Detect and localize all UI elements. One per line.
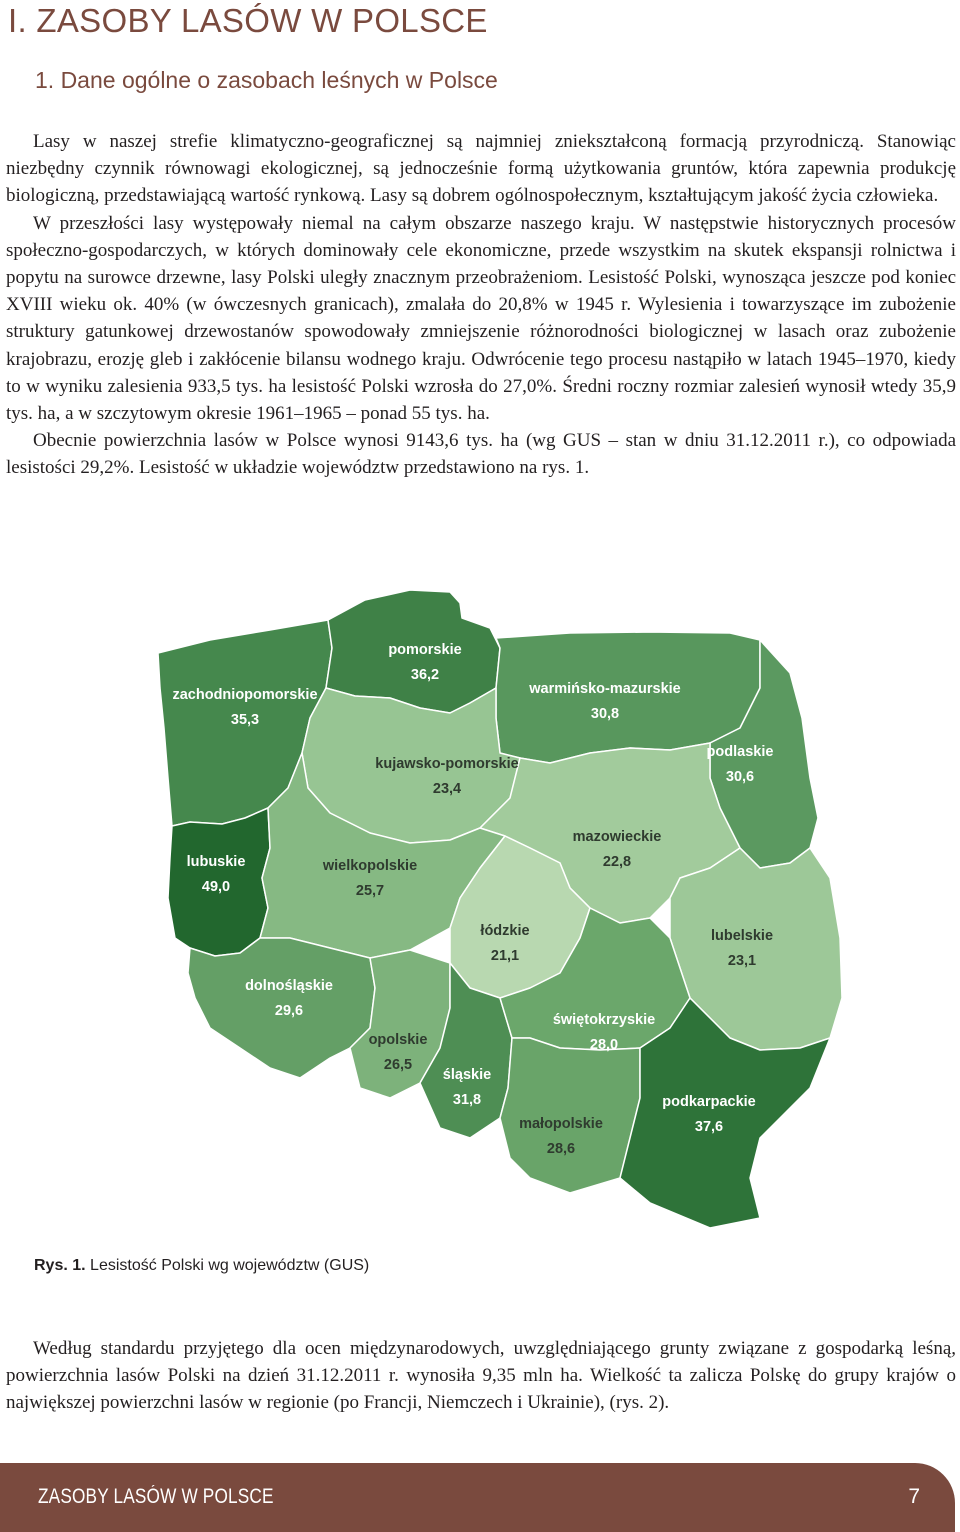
label-name: opolskie (368, 1032, 428, 1048)
paragraph-2: W przeszłości lasy występowały niemal na całym obszarze naszego kraju. W następstwie historycznych procesów społeczno-gospodarczych, w których dominowały cele ekonomiczne, przede wszystkim na skutek ekspansji rolnictwa i popytu na surowce drzewne, lasy Polski uległy znacznym przeobrażeniom. Lesistość Polski, wynosząca jeszcze pod koniec XVIII wieku ok. 40% (w ówczesnych granicach), zmalała do 20,8% w 1945 r. Wylesienia i towarzyszące im zubożenie struktury gatunkowej drzewostanów spowodowały zmniejszenie różnorodności biologicznej w lasach oraz zubożenie krajobrazu, erozję gleb i zakłócenie bilansu wodnego kraju. Odwrócenie tego procesu nastąpiło w latach 1945–1970, kiedy to w wyniku zalesienia 933,5 tys. ha lesistość Polski wzrosła do 27,0%. Średni roczny rozmiar zalesień wynosił wtedy 35,9 tys. ha, a w szczytowym okresie 1961–1965 – ponad 55 tys. ha. (6, 212, 956, 425)
label-value: 22,8 (602, 854, 632, 870)
paragraph-3: Obecnie powierzchnia lasów w Polsce wynosi 9143,6 tys. ha (wg GUS – stan w dniu 31.12.2011 r.), co odpowiada lesistości 29,2%. Lesistość w układzie województw przedstawiono na rys. 1. (6, 430, 956, 479)
label-value: 28,6 (546, 1141, 576, 1157)
label-name: zachodniopomorskie (172, 687, 318, 703)
label-name: śląskie (442, 1067, 492, 1083)
label-value: 31,8 (452, 1092, 482, 1108)
label-name: lubuskie (186, 854, 246, 870)
paragraph-4: Według standardu przyjętego dla ocen międzynarodowych, uwzględniającego grunty związane z gospodarką leśną, powierzchnia lasów Polski na dzień 31.12.2011 r. wynosiła 9,35 mln ha. Wielkość ta zalicza Polskę do grupy krajów o największej powierzchni lasów w regionie (po Francji, Niemczech i Ukrainie), (rys. 2). (6, 1338, 956, 1414)
label-slaskie (435, 1063, 499, 1113)
label-swietokrzyskie (542, 1008, 666, 1058)
label-value: 23,4 (432, 781, 462, 797)
label-name: wielkopolskie (322, 858, 418, 874)
label-wielkopolskie (318, 854, 422, 904)
label-value: 30,8 (590, 706, 620, 722)
label-name: lubelskie (710, 928, 774, 944)
label-value: 36,2 (410, 667, 440, 683)
label-value: 25,7 (355, 883, 385, 899)
page-footer (0, 1463, 955, 1532)
label-opolskie (362, 1028, 434, 1078)
caption-label: Rys. 1. (34, 1257, 86, 1274)
label-lubelskie (700, 924, 784, 974)
label-lubuskie (178, 850, 254, 900)
closing-text (6, 1335, 956, 1417)
label-name: warmińsko-mazurskie (529, 681, 681, 697)
label-name: podkarpackie (662, 1094, 756, 1110)
label-malopolskie (511, 1112, 611, 1162)
label-value: 35,3 (230, 712, 260, 728)
label-name: dolnośląskie (245, 978, 333, 994)
label-pomorskie (375, 638, 475, 688)
label-podlaskie (695, 740, 785, 790)
label-kujawsko-pomorskie (370, 752, 524, 802)
label-value: 21,1 (490, 948, 520, 964)
label-value: 23,1 (727, 953, 757, 969)
label-value: 28,0 (589, 1037, 619, 1053)
forest-cover-map (150, 578, 850, 1238)
label-dolnoslaskie (238, 974, 340, 1024)
label-value: 37,6 (694, 1119, 724, 1135)
page-number: 7 (908, 1485, 920, 1508)
caption-text: Lesistość Polski wg województw (GUS) (90, 1257, 370, 1274)
label-value: 26,5 (383, 1057, 413, 1073)
label-lodzkie (465, 919, 545, 969)
label-name: podlaskie (706, 744, 774, 760)
label-zachodniopomorskie (170, 683, 320, 733)
chapter-title: I. ZASOBY LASÓW W POLSCE (8, 2, 488, 39)
label-name: pomorskie (388, 642, 462, 658)
label-value: 49,0 (201, 879, 231, 895)
label-podkarpackie (654, 1090, 764, 1140)
paragraph-1: Lasy w naszej strefie klimatyczno-geograficznej są najmniej zniekształconą formacją przyrodniczą. Stanowiąc niezbędny czynnik równowagi ekologicznej, są jednocześnie formą użytkowania gruntów, która zapewnia produkcję biologiczną, przedstawiającą wartość rynkową. Lasy są dobrem ogólnospołecznym, kształtującym jakość życia człowieka. (6, 131, 956, 207)
section-title: 1. Dane ogólne o zasobach leśnych w Polsce (35, 67, 498, 93)
label-name: małopolskie (519, 1116, 603, 1132)
label-name: łódzkie (480, 923, 530, 939)
footer-title: ZASOBY LASÓW W POLSCE (38, 1485, 274, 1508)
label-warminsko-mazurskie (520, 677, 690, 727)
label-value: 30,6 (725, 769, 755, 785)
label-mazowieckie (566, 825, 668, 875)
label-name: kujawsko-pomorskie (375, 756, 519, 772)
label-name: mazowieckie (572, 829, 662, 845)
label-value: 29,6 (274, 1003, 304, 1019)
figure-caption (34, 1257, 369, 1275)
intro-text (6, 128, 956, 482)
label-name: świętokrzyskie (552, 1012, 656, 1028)
